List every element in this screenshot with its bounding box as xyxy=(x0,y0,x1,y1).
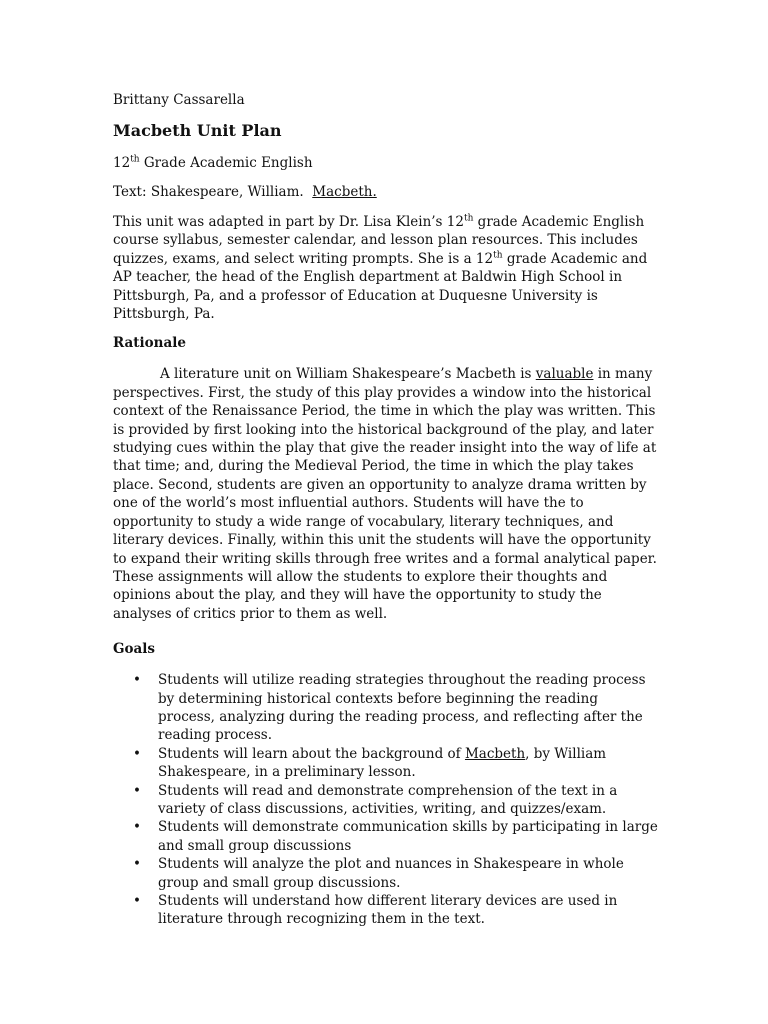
rationale-paragraph xyxy=(113,365,658,623)
author-name: Brittany Cassarella xyxy=(113,92,245,108)
list-item xyxy=(113,892,658,929)
grade-line xyxy=(113,155,658,171)
list-item xyxy=(113,855,658,892)
bullet-icon: • xyxy=(133,745,141,762)
goals-list xyxy=(113,671,658,929)
intro-part-3: grade Academic and AP teacher, the head of the English department at Baldwin High School in Pittsburgh, Pa, and a professor of Education at Duquesne University is Pittsburgh, Pa. xyxy=(113,250,648,323)
intro-part-1: This unit was adapted in part by Dr. Lisa Klein’s 12 xyxy=(113,214,464,230)
bullet-icon: • xyxy=(133,893,141,909)
intro-paragraph xyxy=(113,213,658,323)
rationale-pre: A literature unit on William Shakespeare’s Macbeth is xyxy=(160,366,536,383)
goal-text-post: , by William Shakespeare, in a preliminary lesson. xyxy=(158,745,607,781)
list-item xyxy=(113,782,658,819)
rationale-heading: Rationale xyxy=(113,335,186,352)
goal-book-title: Macbeth xyxy=(464,745,526,762)
list-item xyxy=(113,745,658,782)
goal-text: Students will utilize reading strategies throughout the reading process by determining historical contexts before beginning the reading process, analyzing during the reading process, and reflecting after the reading process. xyxy=(158,672,646,744)
list-item xyxy=(113,818,658,855)
rationale-underlined-word: valuable xyxy=(535,366,594,383)
text-line xyxy=(113,184,658,200)
grade-number: 12 xyxy=(113,155,131,171)
bullet-icon: • xyxy=(133,782,141,799)
document-title: Macbeth Unit Plan xyxy=(113,121,282,140)
intro-part-2: grade Academic English course syllabus, semester calendar, and lesson plan resources. This includes quizzes, exams, and select writing prompts. She is a 12 xyxy=(113,214,645,267)
goal-text: Students will read and demonstrate comprehension of the text in a variety of class discussions, activities, writing, and quizzes/exam. xyxy=(158,782,618,817)
grade-superscript: th xyxy=(130,154,140,165)
goal-text: Students will analyze the plot and nuances in Shakespeare in whole group and small group discussions. xyxy=(158,856,624,891)
bullet-icon: • xyxy=(133,819,141,836)
text-book-title: Macbeth. xyxy=(312,184,377,200)
bullet-icon: • xyxy=(133,856,141,873)
grade-rest: Grade Academic English xyxy=(139,155,313,171)
text-prefix: Text: Shakespeare, William. xyxy=(113,184,313,200)
goal-text: Students will demonstrate communication skills by participating in large and small group discussions xyxy=(158,819,658,854)
rationale-post: in many perspectives. First, the study of this play provides a window into the historical context of the Renaissance Period, the time in which the play was written. This is provided by first looking into the historical background of the play, and later studying cues within the play that give the reader insight into the way of life at that time; and, during the Medieval Period, the time in which the play takes place. Second, students are given an opportunity to analyze drama written by one of the world’s most influential authors. Students will have the to opportunity to study a wide range of vocabulary, literary techniques, and literary devices. Finally, within this unit the students will have the opportunity to expand their writing skills through free writes and a formal analytical paper. These assignments will allow the students to explore their thoughts and opinions about the play, and they will have the opportunity to study the analyses of critics prior to them as well. xyxy=(113,366,657,622)
goals-heading: Goals xyxy=(113,641,156,658)
goal-text: Students will understand how different literary devices are used in literature through recognizing them in the text. xyxy=(158,893,618,928)
bullet-icon: • xyxy=(133,672,141,689)
intro-superscript-2: th xyxy=(493,250,503,261)
goal-text-pre: Students will learn about the background of xyxy=(158,745,465,762)
intro-superscript-1: th xyxy=(463,213,474,224)
list-item xyxy=(113,671,658,745)
